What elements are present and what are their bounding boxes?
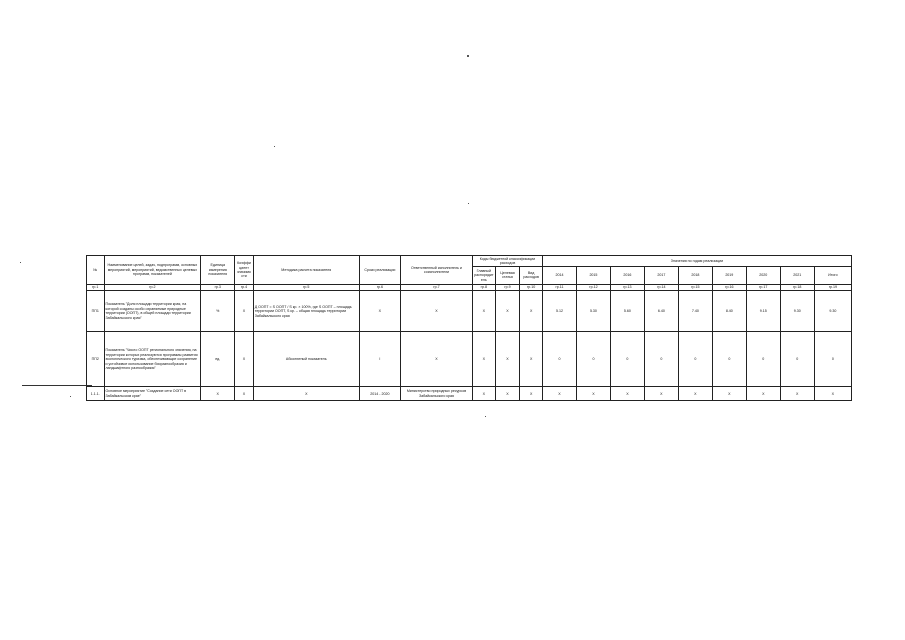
- col-number: гр.4: [235, 284, 254, 290]
- row-method: X: [253, 387, 359, 401]
- row-value: 0: [576, 332, 610, 387]
- row-bk-target: X: [495, 332, 520, 387]
- row-bk-main: X: [473, 387, 496, 401]
- row-num: ПП1: [87, 291, 105, 332]
- hdr-method: Методика расчета показателя: [253, 256, 359, 285]
- row-value: X: [780, 387, 814, 401]
- row-coef: X: [235, 387, 254, 401]
- col-number: гр.5: [253, 284, 359, 290]
- row-value: 0: [780, 332, 814, 387]
- row-bk-type: X: [520, 332, 543, 387]
- row-coef: X: [235, 291, 254, 332]
- table-row: [87, 332, 852, 387]
- row-value: 0: [746, 332, 780, 387]
- row-method: Д ООПТ = S ООПТ / S кр. × 100%, где S ООПТ – площадь территории ООПТ, S кр. – общая площадь территории Забайкальского края: [253, 291, 359, 332]
- row-value: 0: [610, 332, 644, 387]
- row-exec: Министерство природных ресурсов Забайкальского края: [400, 387, 472, 401]
- hdr-bk-group: Коды бюджетной классификации расходов: [473, 256, 543, 267]
- row-value: 0: [712, 332, 746, 387]
- col-number: гр.10: [520, 284, 543, 290]
- col-number: гр.18: [780, 284, 814, 290]
- row-method: Абсолютный показатель: [253, 332, 359, 387]
- program-indicators-table: [86, 255, 852, 401]
- scan-speck: [467, 55, 469, 57]
- row-unit: ед.: [201, 332, 235, 387]
- header-row-top: [87, 256, 852, 267]
- row-name: Основное мероприятие "Создание сети ООПТ в Забайкальском крае": [104, 387, 201, 401]
- row-name: Показатель "Число ООПТ регионального значения, на территории которых реализуются программы развития экологического туризма, обеспечивающие сохранение и устойчивое использование биоразнообразия и ландшафтного разнообразия": [104, 332, 201, 387]
- hdr-total: Итого: [814, 266, 851, 284]
- col-number: гр.12: [576, 284, 610, 290]
- row-unit: X: [201, 387, 235, 401]
- hdr-year: 2015: [576, 266, 610, 284]
- row-coef: X: [235, 332, 254, 387]
- row-value: X: [610, 387, 644, 401]
- row-total: 0: [814, 332, 851, 387]
- row-value: X: [576, 387, 610, 401]
- row-name: Показатель "Доля площади территории края, на которой созданы особо охраняемые природные территории (ООПТ), в общей площади территории Забайкальского края": [104, 291, 201, 332]
- scan-speck: [274, 146, 275, 147]
- col-number: гр.9: [495, 284, 520, 290]
- margin-line: [22, 385, 92, 386]
- hdr-period: Сроки реализации: [359, 256, 400, 285]
- hdr-year: 2016: [610, 266, 644, 284]
- hdr-year: 2018: [678, 266, 712, 284]
- col-number: гр.11: [542, 284, 576, 290]
- row-period: 2014 - 2020: [359, 387, 400, 401]
- scan-speck: [70, 396, 71, 397]
- hdr-num: №: [87, 256, 105, 285]
- row-unit: %: [201, 291, 235, 332]
- col-number: гр.13: [610, 284, 644, 290]
- col-number: гр.2: [104, 284, 201, 290]
- row-value: 6.40: [644, 291, 678, 332]
- hdr-name: Наименование целей, задач, подпрограмм, основных мероприятий, мероприятий, ведомственных целевых программ, показателей: [104, 256, 201, 285]
- col-number: гр.19: [814, 284, 851, 290]
- row-total: 9.30: [814, 291, 851, 332]
- hdr-bk-type: Вид расходов: [520, 266, 543, 284]
- col-number: гр.15: [678, 284, 712, 290]
- row-value: 0: [542, 332, 576, 387]
- row-bk-type: X: [520, 387, 543, 401]
- row-value: 5.12: [542, 291, 576, 332]
- hdr-values-group: Значения по годам реализации: [542, 256, 851, 267]
- scan-speck: [20, 262, 21, 263]
- hdr-coef: Коэффициент значимости: [235, 256, 254, 285]
- row-bk-target: X: [495, 291, 520, 332]
- col-number: гр.7: [400, 284, 472, 290]
- table-row: [87, 291, 852, 332]
- col-number: гр.16: [712, 284, 746, 290]
- col-number: гр.14: [644, 284, 678, 290]
- hdr-unit: Единица измерения показателя: [201, 256, 235, 285]
- row-exec: X: [400, 332, 472, 387]
- row-total: X: [814, 387, 851, 401]
- hdr-year: 2020: [746, 266, 780, 284]
- row-value: 0: [644, 332, 678, 387]
- row-num: ПП2: [87, 332, 105, 387]
- row-period: X: [359, 291, 400, 332]
- row-value: 9.30: [780, 291, 814, 332]
- row-bk-target: X: [495, 387, 520, 401]
- hdr-bk-main: Главный распорядитель: [473, 266, 496, 284]
- col-number: гр.1: [87, 284, 105, 290]
- scan-speck: [468, 203, 469, 204]
- hdr-bk-target: Целевая статья: [495, 266, 520, 284]
- row-value: X: [644, 387, 678, 401]
- row-exec: X: [400, 291, 472, 332]
- hdr-year: 2019: [712, 266, 746, 284]
- hdr-year: 2021: [780, 266, 814, 284]
- col-number: гр.8: [473, 284, 496, 290]
- row-value: 5.30: [576, 291, 610, 332]
- row-value: 0: [678, 332, 712, 387]
- row-period: I: [359, 332, 400, 387]
- scan-speck: [485, 416, 486, 417]
- row-value: 7.40: [678, 291, 712, 332]
- row-bk-main: X: [473, 291, 496, 332]
- row-bk-type: X: [520, 291, 543, 332]
- col-number: гр.3: [201, 284, 235, 290]
- row-value: X: [542, 387, 576, 401]
- hdr-exec: Ответственный исполнитель и соисполнители: [400, 256, 472, 285]
- row-num: 1.1.1.: [87, 387, 105, 401]
- table-row: [87, 387, 852, 401]
- hdr-year: 2014: [542, 266, 576, 284]
- row-bk-main: X: [473, 332, 496, 387]
- row-value: X: [712, 387, 746, 401]
- row-value: X: [746, 387, 780, 401]
- col-number: гр.17: [746, 284, 780, 290]
- row-value: X: [678, 387, 712, 401]
- row-value: 9.15: [746, 291, 780, 332]
- col-number: гр.6: [359, 284, 400, 290]
- row-value: 8.40: [712, 291, 746, 332]
- hdr-year: 2017: [644, 266, 678, 284]
- row-value: 5.60: [610, 291, 644, 332]
